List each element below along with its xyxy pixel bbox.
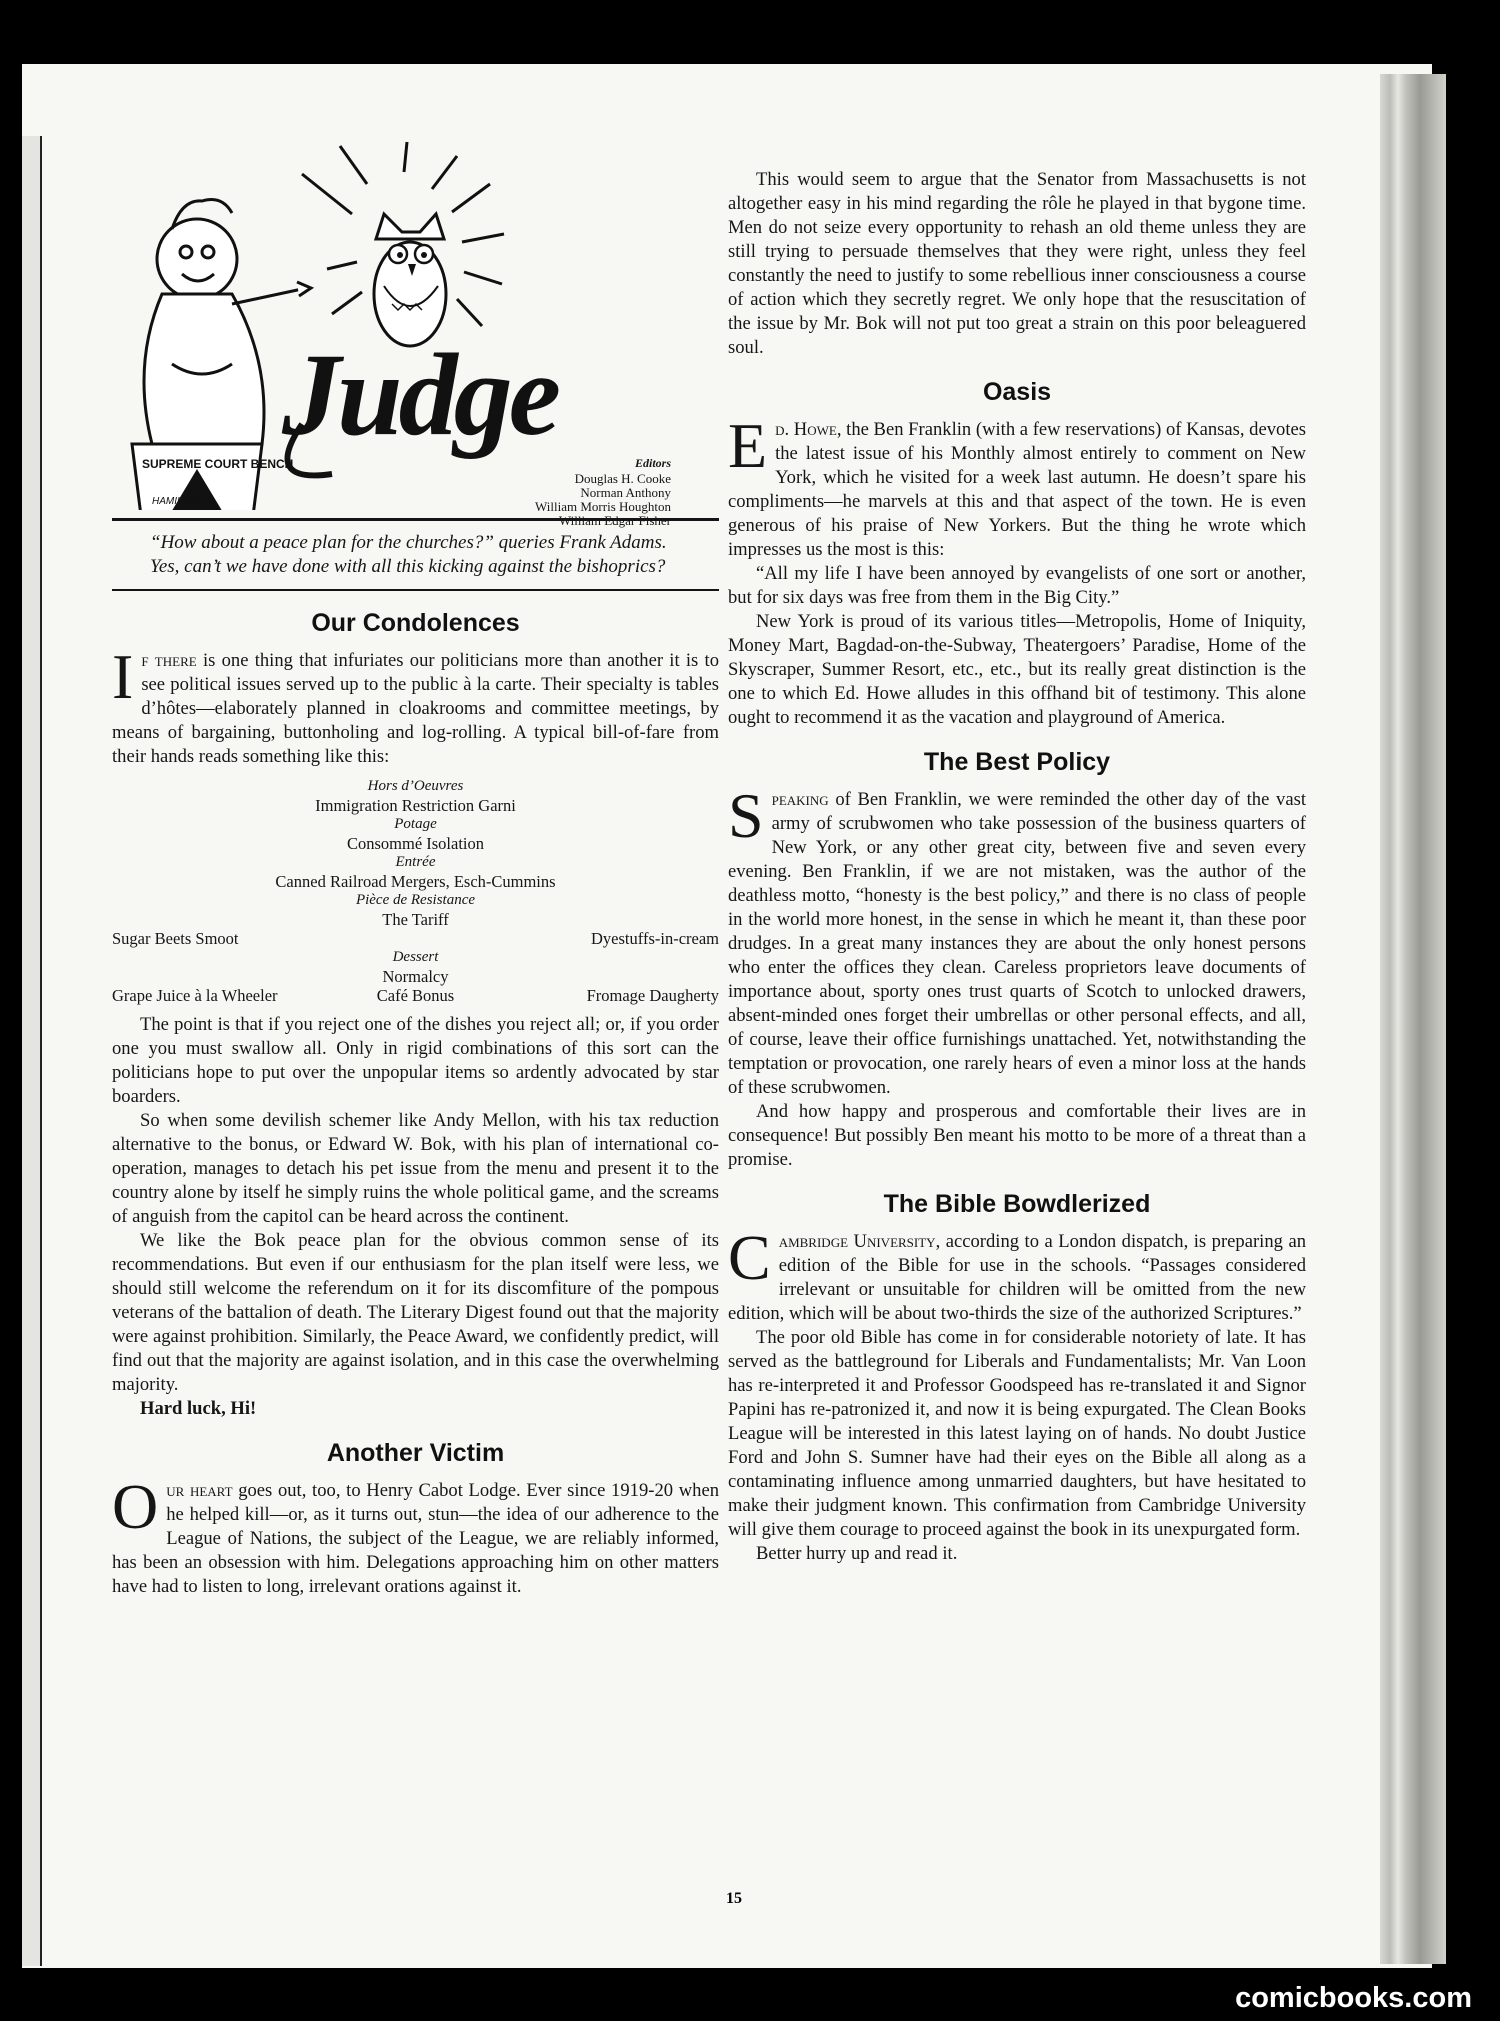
- article-paragraph: [112, 641, 719, 769]
- drop-cap: C: [728, 1222, 771, 1293]
- article-paragraph: “All my life I have been annoyed by evangelists of one sort or another, but for six days was free from them in the Big City.”: [728, 563, 1306, 608]
- lead-in: ur heart: [166, 1480, 233, 1501]
- editor-name: Norman Anthony: [580, 485, 671, 500]
- article-paragraph: Hard luck, Hi!: [140, 1398, 257, 1419]
- menu-item: Consommé Isolation: [346, 834, 485, 853]
- lead-in: f there: [141, 650, 197, 671]
- article-paragraph: We like the Bok peace plan for the obvious common sense of its recommendations. But even if our enthusiasm for the plan itself were less, we should still welcome the referendum on it for its discomfiture of the pompous veterans of the battalion of death. The Literary Digest found out that the majority were against prohibition. Similarly, the Peace Award, we confidently predict, will find out that the majority are against isolation, and in this case the overwhelming majority.: [112, 1230, 719, 1395]
- article-title: The Bible Bowdlerized: [883, 1190, 1151, 1218]
- article-paragraph: The point is that if you reject one of the dishes you reject all; or, if you order one you must swallow all. Only in rigid combinations of this sort can the politicians hope to put over the unpopular items so ardently advocated by star boarders.: [112, 1014, 719, 1107]
- right-column: [728, 64, 1306, 1566]
- menu-item: Immigration Restriction Garni: [315, 796, 516, 815]
- lead-in: d. Howe,: [775, 419, 842, 440]
- menu-course: Potage: [394, 816, 437, 832]
- epigraph-line: “How about a peace plan for the churches?” queries Frank Adams.: [150, 532, 667, 553]
- epigraph-line: Yes, can’t we have done with all this kicking against the bishoprics?: [150, 556, 666, 577]
- artist-signature: HAMILTON: [152, 496, 203, 507]
- menu-course: Hors d’Oeuvres: [367, 778, 464, 794]
- stool-text: SUPREME COURT BENCH: [142, 457, 294, 471]
- menu-side-row: [112, 929, 719, 948]
- menu-bottom-row: [112, 986, 719, 1005]
- article-paragraph: Better hurry up and read it.: [756, 1543, 958, 1564]
- epigraph-rule: [112, 589, 719, 591]
- editors-list: [535, 456, 671, 528]
- article-paragraph: And how happy and prosperous and comfortable their lives are in consequence! But possibly Ben meant his motto to be more of a threat than a promise.: [728, 1101, 1306, 1170]
- article-title: Our Condolences: [311, 609, 520, 637]
- article-paragraph: [112, 1471, 719, 1599]
- menu-item: Sugar Beets Smoot: [112, 929, 239, 948]
- judge-masthead-illustration: [112, 64, 719, 510]
- menu-course: Pièce de Resistance: [355, 892, 476, 908]
- article-paragraph: [728, 410, 1306, 562]
- lead-in: ambridge University,: [778, 1231, 941, 1252]
- article-title: Oasis: [982, 378, 1052, 406]
- bill-of-fare: [112, 777, 719, 1005]
- page-stack-edge: [1380, 74, 1446, 1964]
- article-paragraph: [728, 780, 1306, 1100]
- menu-item: Canned Railroad Mergers, Esch-Cummins: [275, 872, 556, 891]
- article-paragraph: The poor old Bible has come in for considerable notoriety of late. It has served as the battleground for Liberals and Fundamentalists; Mr. Van Loon has re-interpreted it and Professor Goodspeed has re-translated it and Signor Papini has re-patronized it, and now it is being expurgated. The Clean Books League will be interested in this latest laying on of hands. No doubt Justice Ford and John S. Sumner have had their eyes on the Bible all along as a contaminating influence among unmarried daughters, but have hesitated to make their judgment known. This confirmation from Cambridge University will give them courage to proceed against the book in its unexpurgated form.: [728, 1327, 1306, 1540]
- menu-item: Grape Juice à la Wheeler: [112, 986, 278, 1005]
- article-paragraph: [728, 1222, 1306, 1326]
- menu-item: The Tariff: [382, 910, 449, 929]
- editor-name: William Morris Houghton: [535, 499, 671, 514]
- menu-item: Café Bonus: [376, 986, 455, 1005]
- paragraph-text: is one thing that infuriates our politicians more than another it is to see political issues served up to the public à la carte. Their specialty is tables d’hôtes—elaborately planned in cloakrooms and committee meetings, by means of bargaining, buttonholing and log-rolling. A typical bill-of-fare from their hands reads something like this:: [112, 650, 719, 767]
- drop-cap: S: [728, 780, 764, 851]
- paragraph-text: according to a London dispatch, is preparing an edition of the Bible for use in the schools. “Passages considered irrelevant or unsuitable for children will be omitted from the new edition, which will be about two-thirds the size of the authorized Scriptures.”: [728, 1231, 1306, 1324]
- lead-in: peaking: [771, 789, 829, 810]
- masthead: [112, 64, 719, 528]
- editor-name: William Edgar Fisher: [558, 513, 671, 528]
- left-column: [112, 64, 719, 1599]
- menu-item: Dyestuffs-in-cream: [591, 929, 719, 948]
- article-paragraph: This would seem to argue that the Senator from Massachusetts is not altogether easy in his mind regarding the rôle he played in that bygone time. Men do not seize every opportunity to rehash an old theme unless they are still trying to persuade themselves that they were right, unless they feel constantly the need to justify to some rebellious inner consciousness a course of action which they secretly regret. We only hope that the resuscitation of the issue by Mr. Bok will not put too great a strain on this poor beleaguered soul.: [728, 169, 1306, 358]
- menu-course: Entrée: [395, 854, 436, 870]
- article-title: The Best Policy: [923, 748, 1111, 776]
- magazine-page: [22, 64, 1432, 1968]
- article-paragraph: So when some devilish schemer like Andy Mellon, with his tax reduction alternative to the bonus, or Edward W. Bok, with his plan of international co-operation, manages to detach his pet issue from the menu and present it to the country alone by itself he simply ruins the whole political game, and the screams of anguish from the capitol can be heard across the continent.: [112, 1110, 719, 1227]
- judge-logo: Judge: [282, 329, 557, 460]
- editors-heading: Editors: [634, 456, 671, 470]
- page-number: 15: [726, 1890, 742, 1907]
- drop-cap: O: [112, 1471, 159, 1542]
- article-paragraph: New York is proud of its various titles—Metropolis, Home of Iniquity, Money Mart, Bagdad-on-the-Subway, Theatergoers’ Paradise, Home of the Skyscraper, Summer Resort, etc., etc., but its really great distinction is the one to which Ed. Howe alludes in this offhand bit of testimony. This alone ought to recommend it as the vacation and playground of America.: [728, 611, 1306, 728]
- menu-item: Fromage Daugherty: [586, 986, 719, 1005]
- paragraph-text: of Ben Franklin, we were reminded the other day of the vast army of scrubwomen who take possession of the business quarters of New York, or any other great city, between five and seven every evening. Ben Franklin, if we are not mistaken, was the author of the deathless motto, “honesty is the best policy,” and there is no class of people in the world more honest, in the sense in which he meant it, than these poor drudges. In a great many instances they are about the only honest persons who enter the offices they clean. Careless proprietors leave documents of importance about, sporty ones trust quarts of Scotch to unlocked drawers, absent-minded ones forget their umbrellas or other personal effects, and all, of course, leave their office furnishings unattached. Yet, notwithstanding the temptation or provocation, one rarely hears of even a minor loss at the hands of these scrubwomen.: [728, 789, 1306, 1098]
- article-title: Another Victim: [326, 1439, 505, 1467]
- epigraph: [112, 531, 719, 579]
- paragraph-text: goes out, too, to Henry Cabot Lodge. Ever since 1919-20 when he helped kill—or, as it turns out, stun—the idea of our adherence to the League of Nations, the subject of the League, we are reliably informed, has been an obsession with him. Delegations approaching him on other matters have had to listen to long, irrelevant orations against it.: [112, 1480, 719, 1597]
- menu-course: Dessert: [392, 949, 439, 965]
- previous-page-edge: [22, 136, 42, 1966]
- drop-cap: E: [728, 410, 768, 481]
- menu-item: Normalcy: [382, 967, 449, 986]
- source-watermark: comicbooks.com: [1235, 1982, 1472, 2014]
- editor-name: Douglas H. Cooke: [574, 471, 671, 486]
- drop-cap: I: [112, 641, 134, 712]
- owl-icon: [374, 214, 446, 346]
- paragraph-text: the Ben Franklin (with a few reservations) of Kansas, devotes the latest issue of his Monthly almost entirely to comment on New York, which he visited for a week last autumn. He doesn’t spare his compliments—he marvels at this and that aspect of the town. He is even generous of his praise of New Yorkers. But the thing he wrote which impresses us the most is this:: [728, 419, 1306, 560]
